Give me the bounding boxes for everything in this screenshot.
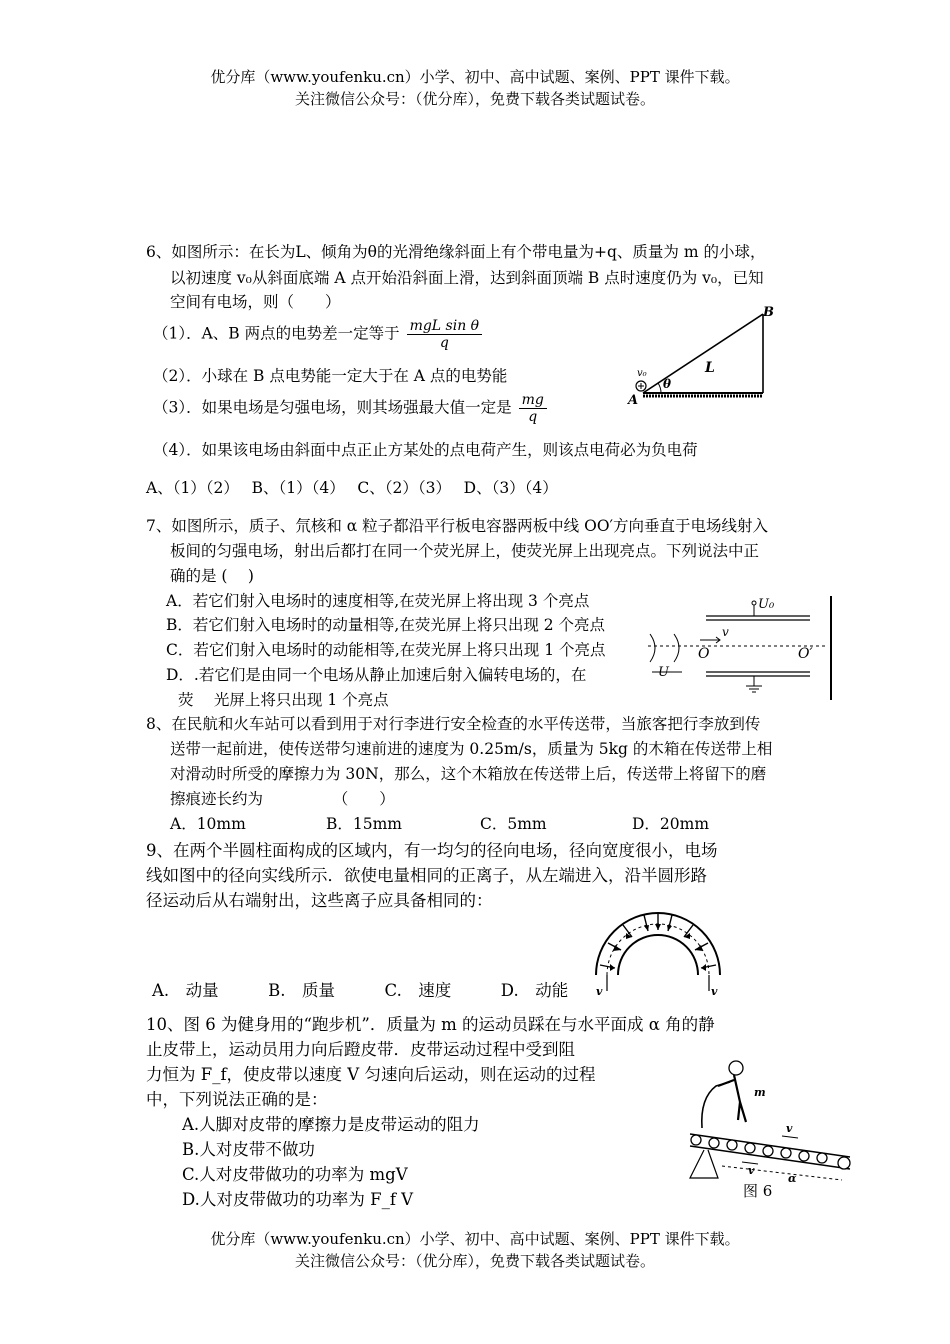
label-l: L: [705, 360, 715, 376]
q8-option-a: A．10mm: [170, 815, 246, 833]
label-alpha: α: [788, 1172, 797, 1185]
q10-option-a: A.人脚对皮带的摩擦力是皮带运动的阻力: [182, 1115, 480, 1134]
q8-stem-line-1: 8、在民航和火车站可以看到用于对行李进行安全检查的水平传送带，当旅客把行李放到传: [146, 715, 761, 733]
q10-option-d: D.人对皮带做功的功率为 F_f V: [182, 1190, 414, 1209]
q7-option-b: B．若它们射入电场时的动量相等,在荧光屏上将只出现 2 个亮点: [166, 616, 606, 634]
header-line-2: 关注微信公众号：（优分库），免费下载各类试题试卷。: [294, 90, 655, 108]
q6-stem-line-1: 6、如图所示：在长为L、倾角为θ的光滑绝缘斜面上有个带电量为+q、质量为 m 的小球，: [146, 243, 766, 261]
footer-line-1: 优分库（www.youfenku.cn）小学、初中、高中试题、案例、PPT 课件下载。: [210, 1230, 740, 1248]
footer-line-2: 关注微信公众号：（优分库），免费下载各类试题试卷。: [294, 1252, 655, 1270]
q6-fraction-1-numerator: mgL sin θ: [407, 318, 483, 335]
figure-6-caption: 图 6: [743, 1182, 773, 1200]
treadmill-figure: [682, 1050, 868, 1200]
terminal: [752, 601, 756, 605]
accelerator-right: [674, 634, 679, 662]
q7-stem-line-2: 板间的匀强电场，射出后都打在同一个荧光屏上，使荧光屏上出现亮点。下列说法中正: [170, 542, 760, 560]
rollers: [691, 1135, 850, 1169]
q8-option-c: C．5mm: [480, 815, 547, 833]
q7-stem-line-3: 确的是 ( ): [170, 567, 254, 585]
q8-stem-line-2: 送带一起前进，使传送带匀速前进的速度为 0.25m/s，质量为 5kg 的木箱在传送带上相: [170, 740, 773, 758]
q7-option-d-line-2: 荧 光屏上将只出现 1 个亮点: [178, 691, 389, 709]
q6-statement-2: （2）．小球在 B 点电势能一定大于在 A 点的电势能: [153, 367, 508, 385]
label-o-prime: O′: [798, 646, 813, 662]
q10-stem-line-2: 止皮带上，运动员用力向后蹬皮带．皮带运动过程中受到阻: [146, 1040, 575, 1059]
q10-option-c: C.人对皮带做功的功率为 mgV: [182, 1165, 408, 1184]
field-lines: [600, 913, 716, 968]
incline-figure: [625, 300, 785, 410]
label-v0: v₀: [637, 368, 647, 379]
label-theta: θ: [663, 377, 672, 391]
label-m: m: [754, 1086, 766, 1099]
theta-arc: [658, 383, 661, 393]
q8-stem-line-3: 对滑动时所受的摩擦力为 30N，那么，这个木箱放在传送带上后，传送带上将留下的磨: [170, 765, 767, 783]
q6-statement-3-text: （3）．如果电场是匀强电场，则其场强最大值一定是: [153, 398, 512, 417]
q6-fraction-3: [519, 392, 547, 425]
horizontal-reference: [722, 1166, 842, 1180]
ion-path: [607, 924, 709, 975]
label-a: A: [628, 393, 639, 408]
inner-semicircle: [618, 935, 698, 975]
label-v: v: [722, 625, 729, 639]
runner-body: [718, 1075, 746, 1122]
q6-stem-line-3: 空间有电场，则（ ）: [170, 293, 341, 311]
q6-statement-4: （4）．如果该电场由斜面中点正止方某处的点电荷产生，则该点电荷必为负电荷: [153, 441, 698, 459]
q6-fraction-3-numerator: mg: [519, 392, 547, 409]
q6-fraction-1-denominator: q: [439, 335, 449, 351]
q10-stem-line-4: 中，下列说法正确的是：: [146, 1090, 328, 1109]
q10-stem-line-1: 10、图 6 为健身用的“跑步机”．质量为 m 的运动员踩在与水平面成 α 角的静: [146, 1015, 715, 1034]
q8-option-d: D．20mm: [632, 815, 710, 833]
belt-top-arrow: [782, 1136, 798, 1138]
q10-stem-line-3: 力恒为 F_f，使皮带以速度 V 匀速向后运动，则在运动的过程: [146, 1065, 596, 1084]
accelerator-left: [650, 634, 655, 662]
radial-field-figure: [588, 905, 728, 997]
header-line-1: 优分库（www.youfenku.cn）小学、初中、高中试题、案例、PPT 课件下载。: [210, 68, 740, 86]
q6-statement-1: [153, 318, 482, 351]
incline-slope: [643, 314, 763, 393]
q6-options: A、（1）（2） B、（1）（4） C、（2）（3） D、（3）（4）: [146, 479, 558, 497]
q6-statement-3: [153, 392, 547, 425]
label-u0: U₀: [758, 597, 775, 612]
front-stand: [690, 1150, 718, 1178]
q6-fraction-1: [407, 318, 483, 351]
label-o: O: [698, 646, 710, 662]
q9-stem-line-3: 径运动后从右端射出，这些离子应具备相同的：: [146, 891, 493, 910]
label-v-top: v: [786, 1122, 793, 1135]
label-v-bottom: v: [748, 1164, 755, 1177]
handrail: [702, 1082, 730, 1128]
q7-stem-line-1: 7、如图所示，质子、氘核和 α 粒子都沿平行板电容器两板中线 OO′方向垂直于电场线射入: [146, 517, 769, 535]
q7-option-d-line-1: D．.若它们是由同一个电场从静止加速后射入偏转电场的，在: [166, 666, 587, 684]
q8-option-b: B．15mm: [326, 815, 403, 833]
q6-fraction-3-denominator: q: [528, 409, 538, 425]
q7-option-c: C．若它们射入电场时的动能相等,在荧光屏上将只出现 1 个亮点: [166, 641, 606, 659]
capacitor-figure: [640, 590, 840, 702]
q8-stem-line-4: 擦痕迹长约为 （ ）: [170, 790, 395, 808]
q9-options: A. 动量 B. 质量 C. 速度 D. 动能: [152, 981, 569, 1000]
label-v-left: v: [596, 985, 603, 997]
label-u: U: [658, 665, 669, 680]
q6-stem-line-2: 以初速度 v₀从斜面底端 A 点开始沿斜面上滑，达到斜面顶端 B 点时速度仍为 v₀，已知: [170, 269, 764, 287]
field-arrowheads: [610, 924, 706, 971]
runner-head: [729, 1061, 743, 1075]
q9-stem-line-2: 线如图中的径向实线所示．欲使电量相同的正离子，从左端进入，沿半圆形路: [146, 866, 707, 885]
q7-option-a: A．若它们射入电场时的速度相等,在荧光屏上将出现 3 个亮点: [166, 592, 590, 610]
q10-option-b: B.人对皮带不做功: [182, 1140, 315, 1159]
q9-stem-line-1: 9、在两个半圆柱面构成的区域内，有一均匀的径向电场，径向宽度很小，电场: [146, 841, 718, 860]
q6-statement-1-text: （1）．A、B 两点的电势差一定等于: [153, 324, 400, 343]
label-v-right: v: [711, 985, 718, 997]
label-b: B: [763, 305, 774, 320]
